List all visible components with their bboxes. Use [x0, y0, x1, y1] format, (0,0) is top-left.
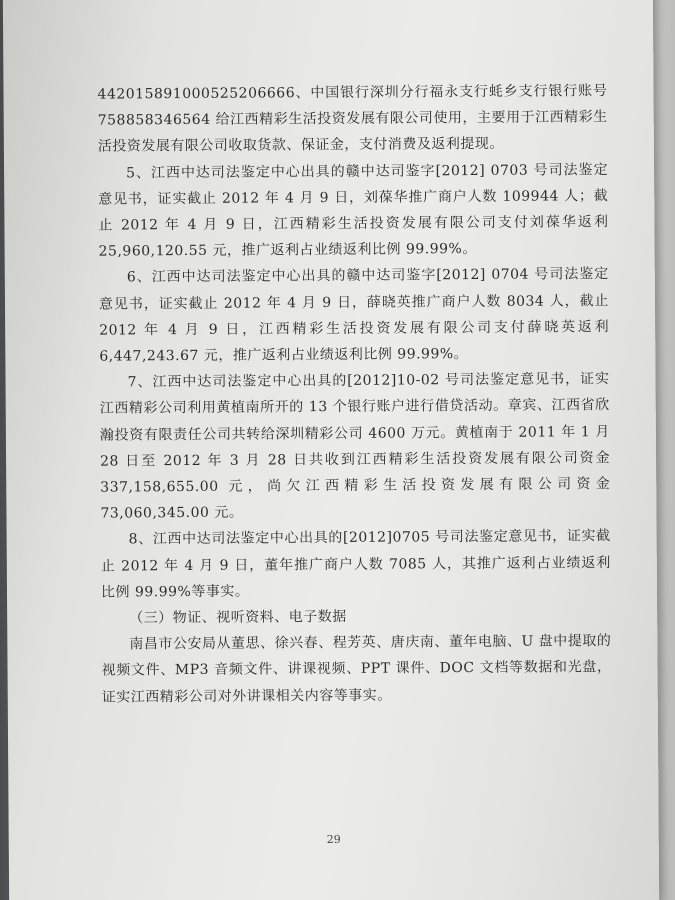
- paragraph-item-6: 6、江西中达司法鉴定中心出具的赣中达司鉴字[2012] 0704 号司法鉴定意见书，证实截止 2012 年 4 月 9 日，薛晓英推广商户人数 8034 人，截止 2012 年 4 月 9 日，江西精彩生活投资发展有限公司支付薛晓英返利 6,447,243.67 元，推广返利占业绩返利比例 99.99%。: [98, 266, 610, 365]
- paragraph-continued: 442015891000525206666、中国银行深圳分行福永支行蚝乡支行银行账号 758858346564 给江西精彩生活投资发展有限公司使用，主要用于江西精彩生活投资发展有限公司收取货款、保证金，支付消费及返利提现。: [97, 83, 608, 156]
- paragraph-item-7: 7、江西中达司法鉴定中心出具的[2012]10-02 号司法鉴定意见书，证实江西精彩公司利用黄植南所开的 13 个银行账户进行借贷活动。章宾、江西省欣瀚投资有限责任公司共转给深圳精彩公司 4600 万元。黄植南于 2011 年 1 月 28 日至 2012 年 3 月 28 日共收到江西精彩生活投资发展有限公司资金 337,158,655.00 元，尚欠江西精彩生活投资发展有限公司资金 73,060,345.00 元。: [99, 371, 611, 522]
- paragraph-item-8: 8、江西中达司法鉴定中心出具的[2012]0705 号司法鉴定意见书，证实截止 2012 年 4 月 9 日，董年推广商户人数 7085 人，其推广返利占业绩返利比例 99.99%等事实。: [100, 528, 611, 601]
- document-page: [3, 0, 659, 900]
- paragraph-item-5: 5、江西中达司法鉴定中心出具的赣中达司鉴字[2012] 0703 号司法鉴定意见书，证实截止 2012 年 4 月 9 日，刘葆华推广商户人数 109944 人；截止 2012 年 4 月 9 日，江西精彩生活投资发展有限公司支付刘葆华返利 25,960,120.55 元，推广返利占业绩返利比例 99.99%。: [98, 161, 609, 260]
- section-heading-evidence: （三）物证、视听资料、电子数据: [129, 608, 347, 627]
- document-body: [97, 78, 611, 710]
- paragraph-electronic-evidence: 南昌市公安局从董思、徐兴春、程芳英、唐庆南、董年电脑、U 盘中提取的视频文件、MP3 音频文件、讲课视频、PPT 课件、DOC 文档等数据和光盘，证实江西精彩公司对外讲课相关内容等事实。: [101, 633, 612, 706]
- page-number: 29: [326, 832, 341, 847]
